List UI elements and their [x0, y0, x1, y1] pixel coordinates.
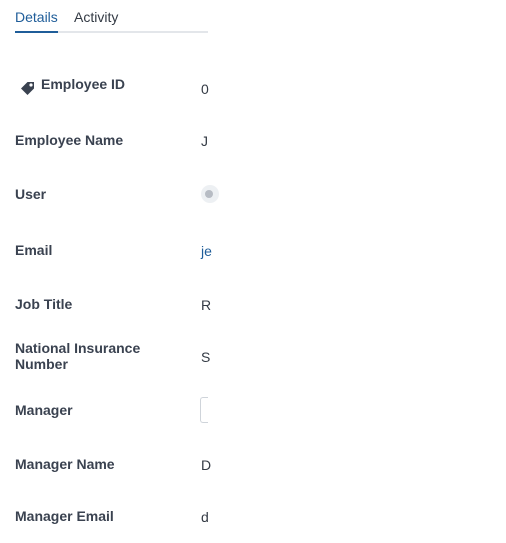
employee-id-label: Employee ID [41, 76, 126, 92]
manager-email-label: Manager Email [15, 508, 114, 524]
email-label: Email [15, 242, 53, 258]
national-insurance-number-value: S [201, 349, 211, 365]
job-title-label: Job Title [15, 296, 73, 312]
tab-activity[interactable]: Activity [74, 9, 119, 25]
employee-id-value: 0 [201, 81, 209, 97]
avatar-icon [205, 190, 213, 198]
job-title-value: R [201, 297, 212, 313]
user-label: User [15, 186, 47, 202]
user-avatar-chip[interactable] [201, 185, 208, 203]
national-insurance-number-label: National Insurance Number [15, 340, 141, 372]
tab-details[interactable]: Details [15, 9, 58, 25]
email-link[interactable]: je [201, 243, 212, 259]
manager-select[interactable] [200, 397, 208, 423]
employee-name-value: J [201, 133, 208, 149]
tag-icon [20, 80, 36, 96]
employee-name-label: Employee Name [15, 132, 124, 148]
tab-bar [15, 0, 208, 33]
manager-name-value: D [201, 457, 212, 473]
manager-email-value: d [201, 509, 209, 525]
active-tab-indicator [15, 31, 58, 33]
manager-name-label: Manager Name [15, 456, 115, 472]
manager-label: Manager [15, 402, 73, 418]
